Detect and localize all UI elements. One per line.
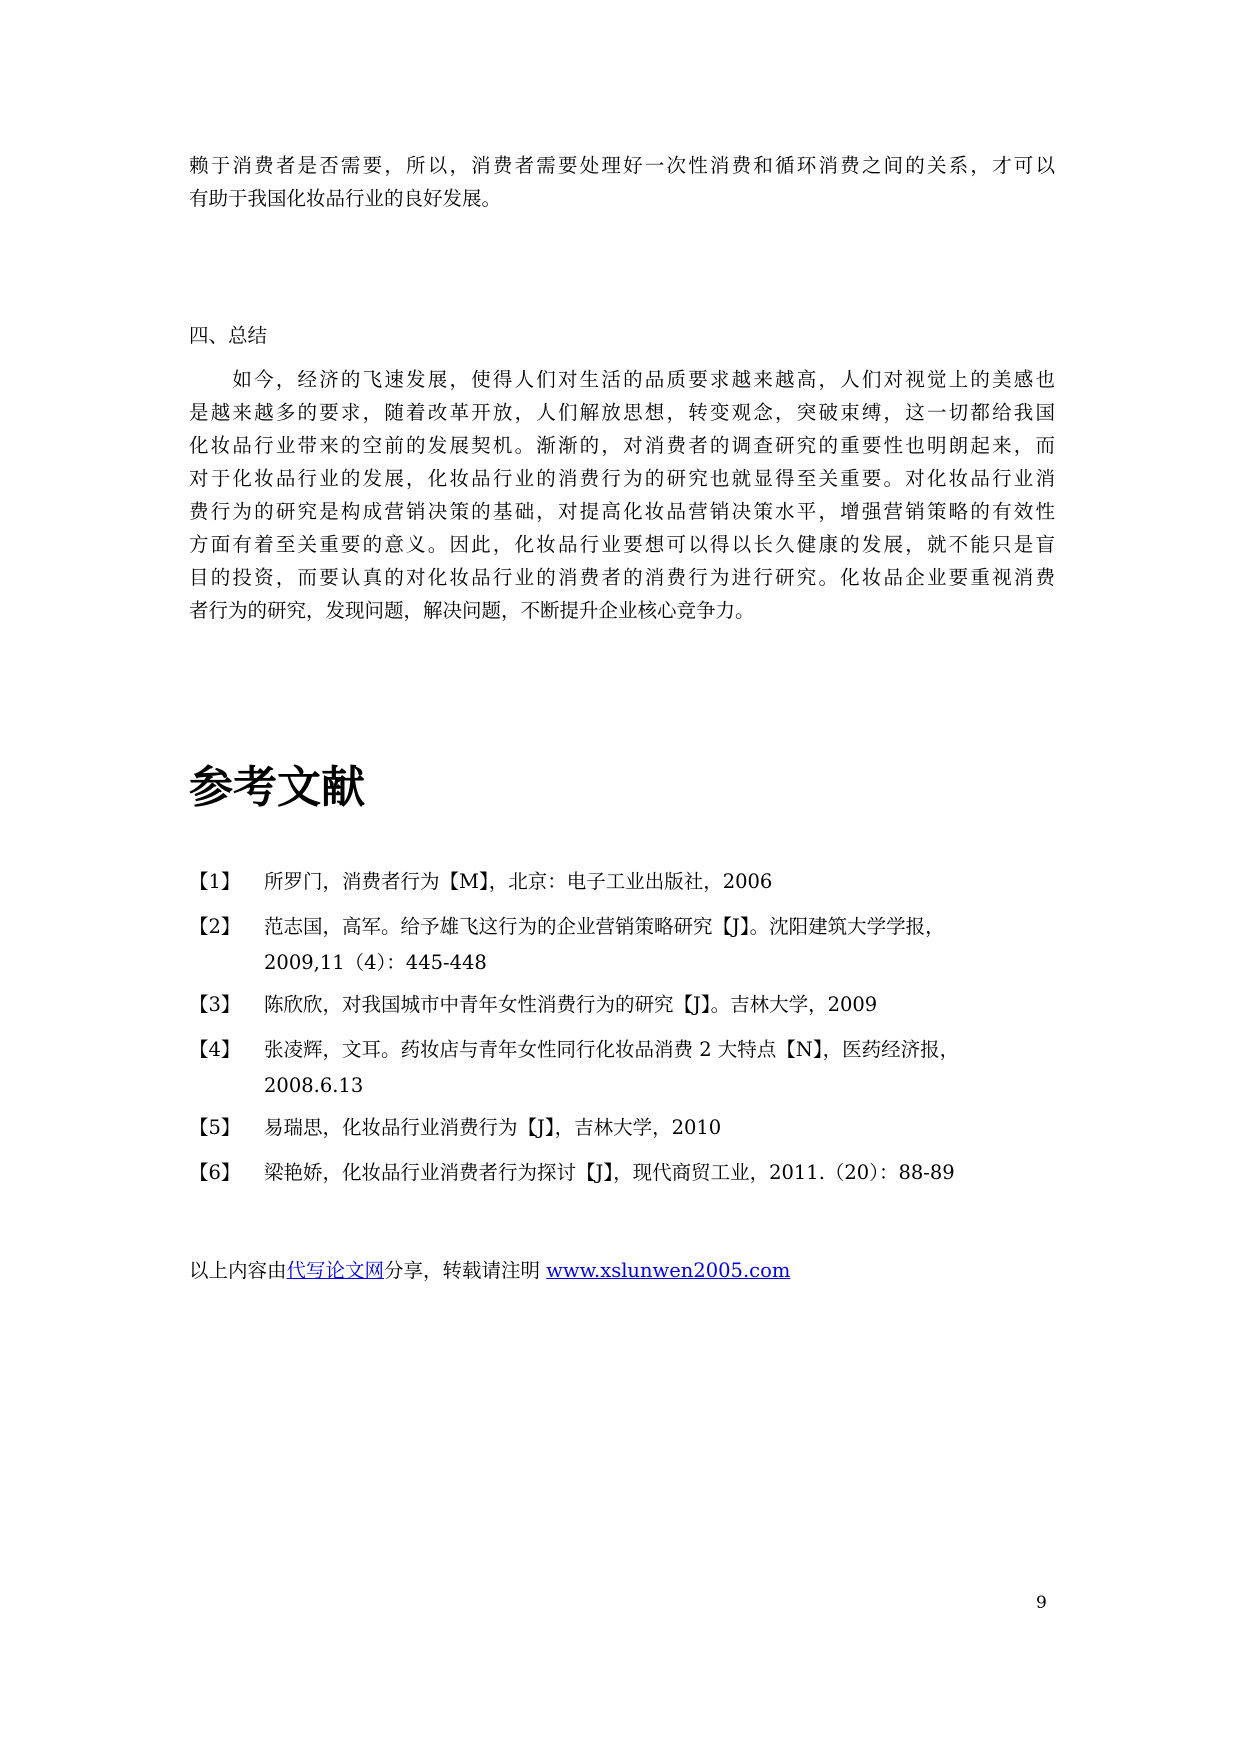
- reference-text: [264, 864, 1054, 900]
- site-url-link[interactable]: www.xslunwen2005.com: [546, 1259, 791, 1282]
- reference-line: 陈欣欣，对我国城市中青年女性消费行为的研究【J】。吉林大学，2009: [264, 993, 878, 1016]
- share-note-prefix: 以上内容由: [189, 1259, 287, 1282]
- reference-number: 【4】: [189, 1038, 241, 1061]
- reference-line: 易瑞思，化妆品行业消费行为【J】，吉林大学，2010: [264, 1116, 722, 1139]
- reference-number: 【2】: [189, 915, 241, 938]
- paragraph-line: 目的投资，而要认真的对化妆品行业的消费者的消费行为进行研究。化妆品企业要重视消费: [189, 566, 1055, 589]
- reference-line: 范志国，高军。给予雄飞这行为的企业营销策略研究【J】。沈阳建筑大学学报，: [264, 915, 945, 938]
- paragraph-line: 如今，经济的飞速发展，使得人们对生活的品质要求越来越高，人们对视觉上的美感也: [189, 368, 1055, 391]
- reference-line: 张凌辉，文耳。药妆店与青年女性同行化妆品消费 2 大特点【N】，医药经济报，: [264, 1038, 960, 1061]
- share-note-middle: 分享，转载请注明: [384, 1259, 547, 1282]
- site-name-link[interactable]: 代写论文网: [286, 1259, 385, 1282]
- page-number: 9: [1036, 1593, 1047, 1613]
- references-heading: 参考文献: [189, 762, 365, 813]
- paragraph-line: 赖于消费者是否需要，所以，消费者需要处理好一次性消费和循环消费之间的关系，才可以: [189, 154, 1055, 177]
- paragraph-line: 方面有着至关重要的意义。因此，化妆品行业要想可以得以长久健康的发展，就不能只是盲: [189, 533, 1055, 556]
- paragraph-line: 者行为的研究，发现问题，解决问题，不断提升企业核心竞争力。: [189, 599, 755, 622]
- reference-line: 2009,11（4）：445-448: [264, 951, 487, 974]
- reference-text: [264, 909, 1054, 981]
- reference-line: 2008.6.13: [264, 1074, 364, 1097]
- paragraph-line: 是越来越多的要求，随着改革开放，人们解放思想，转变观念，突破束缚，这一切都给我国: [189, 401, 1055, 424]
- paragraph-line: 化妆品行业带来的空前的发展契机。渐渐的，对消费者的调查研究的重要性也明朗起来，而: [189, 434, 1055, 457]
- reference-line: 所罗门，消费者行为【M】，北京：电子工业出版社，2006: [264, 870, 773, 893]
- paragraph-line: 对于化妆品行业的发展，化妆品行业的消费行为的研究也就显得至关重要。对化妆品行业消: [189, 467, 1055, 490]
- reference-text: [264, 987, 1054, 1023]
- paragraph-line: 有助于我国化妆品行业的良好发展。: [189, 187, 502, 210]
- paragraph-line: 费行为的研究是构成营销决策的基础，对提高化妆品营销决策水平，增强营销策略的有效性: [189, 500, 1055, 523]
- reference-number: 【5】: [189, 1116, 241, 1139]
- reference-text: [264, 1032, 1054, 1104]
- reference-text: [264, 1155, 1054, 1191]
- reference-number: 【6】: [189, 1161, 241, 1184]
- reference-number: 【1】: [189, 870, 241, 893]
- reference-text: [264, 1110, 1054, 1146]
- section-heading: 四、总结: [189, 324, 268, 347]
- reference-line: 梁艳娇，化妆品行业消费者行为探讨【J】，现代商贸工业，2011.（20）：88-89: [264, 1161, 955, 1184]
- reference-number: 【3】: [189, 993, 241, 1016]
- share-note: [189, 1255, 790, 1287]
